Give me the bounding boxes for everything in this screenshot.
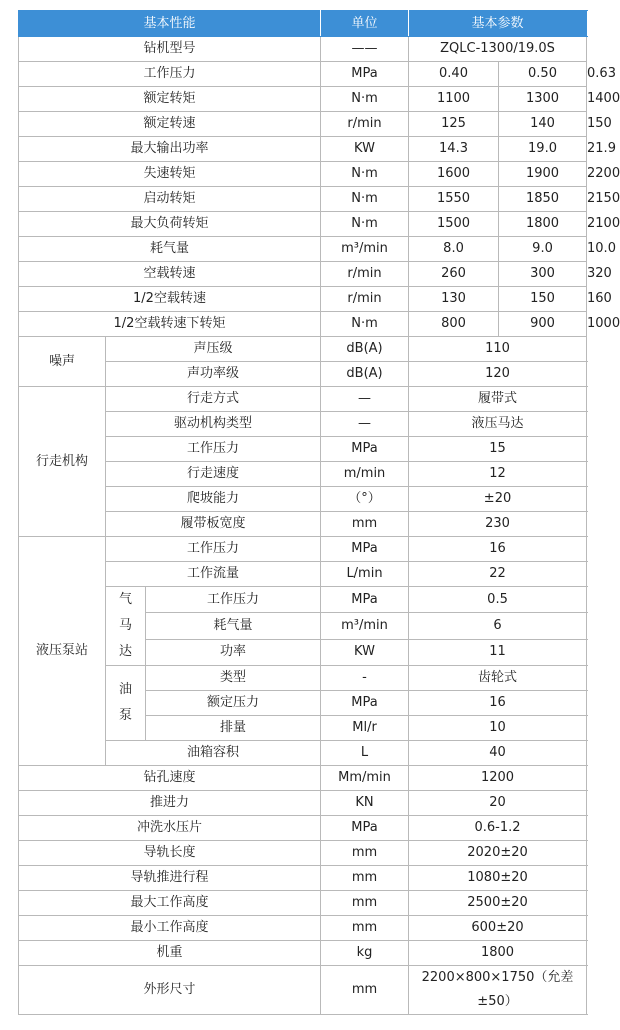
row-label: 爬坡能力: [106, 487, 321, 512]
row-unit: mm: [321, 866, 409, 891]
table-row: 启动转矩 N·m 1550 1850 2150: [19, 187, 587, 212]
row-unit: ——: [321, 37, 409, 62]
row-label: 最大工作高度: [19, 891, 321, 916]
row-unit: MPa: [321, 691, 409, 716]
row-label: 最小工作高度: [19, 916, 321, 941]
row-value: 液压马达: [409, 412, 587, 437]
row-label: 启动转矩: [19, 187, 321, 212]
row-label: 工作流量: [106, 562, 321, 587]
row-unit: Mm/min: [321, 766, 409, 791]
row-value: ZQLC-1300/19.0S: [409, 37, 587, 62]
row-unit: N·m: [321, 312, 409, 337]
row-label: 声压级: [106, 337, 321, 362]
row-value: 1080±20: [409, 866, 587, 891]
row-unit: mm: [321, 512, 409, 537]
row-label: 导轨推进行程: [19, 866, 321, 891]
row-label: 功率: [146, 639, 321, 665]
row-unit: L: [321, 741, 409, 766]
table-row: [19, 841, 587, 866]
row-value-1: 1550: [409, 187, 499, 212]
table-row: [19, 966, 587, 1015]
row-unit: mm: [321, 841, 409, 866]
table-row: [19, 916, 587, 941]
row-value: 1800: [409, 941, 587, 966]
row-label: 导轨长度: [19, 841, 321, 866]
row-value-2: 1800: [499, 212, 587, 237]
row-label: 推进力: [19, 791, 321, 816]
row-value: 2500±20: [409, 891, 587, 916]
table-row: 最大输出功率 KW 14.3 19.0 21.9: [19, 137, 587, 162]
row-unit: m³/min: [321, 613, 409, 639]
table-row: 1/2空载转速 r/min 130 150 160: [19, 287, 587, 312]
table-row: 额定转速 r/min 125 140 150: [19, 112, 587, 137]
row-value-2: 300: [499, 262, 587, 287]
row-unit: N·m: [321, 162, 409, 187]
group-label-travel: 行走机构: [19, 387, 106, 537]
row-unit: KW: [321, 137, 409, 162]
row-value-2: 140: [499, 112, 587, 137]
header-performance: 基本性能: [19, 11, 321, 37]
row-label: 最大输出功率: [19, 137, 321, 162]
row-value: 6: [409, 613, 587, 639]
row-label: 行走速度: [106, 462, 321, 487]
subgroup-label-air-motor: [106, 587, 146, 666]
row-value-2: 9.0: [499, 237, 587, 262]
row-unit: KN: [321, 791, 409, 816]
row-value: 12: [409, 462, 587, 487]
row-label: 工作压力: [19, 62, 321, 87]
row-unit: MPa: [321, 587, 409, 613]
row-value-1: 125: [409, 112, 499, 137]
row-unit: N·m: [321, 87, 409, 112]
subgroup-char: 油: [118, 682, 132, 697]
row-value-1: 130: [409, 287, 499, 312]
row-value: 600±20: [409, 916, 587, 941]
row-value: 11: [409, 639, 587, 665]
row-unit: MPa: [321, 816, 409, 841]
table-row: [19, 866, 587, 891]
row-unit: N·m: [321, 187, 409, 212]
row-unit: MPa: [321, 62, 409, 87]
row-value: 16: [409, 691, 587, 716]
row-unit: （°）: [321, 487, 409, 512]
row-value: 110: [409, 337, 587, 362]
row-unit: N·m: [321, 212, 409, 237]
row-value: 1200: [409, 766, 587, 791]
row-value-1: 260: [409, 262, 499, 287]
row-label: 1/2空载转速: [19, 287, 321, 312]
row-label: 声功率级: [106, 362, 321, 387]
table-row: 耗气量 m³/min 8.0 9.0 10.0: [19, 237, 587, 262]
row-label: 排量: [146, 716, 321, 741]
table-row: [19, 791, 587, 816]
row-value-2: 1850: [499, 187, 587, 212]
row-label: 1/2空载转速下转矩: [19, 312, 321, 337]
row-unit: -: [321, 666, 409, 691]
row-value-2: 1900: [499, 162, 587, 187]
row-value-1: 1500: [409, 212, 499, 237]
row-value: 20: [409, 791, 587, 816]
row-label: 驱动机构类型: [106, 412, 321, 437]
row-label: 钻机型号: [19, 37, 321, 62]
subgroup-char: 气: [118, 592, 132, 607]
row-value-2: 150: [499, 287, 587, 312]
table-row: 工作压力 MPa 0.40 0.50 0.63: [19, 62, 587, 87]
row-value: 2020±20: [409, 841, 587, 866]
row-unit: m/min: [321, 462, 409, 487]
row-label: 外形尺寸: [19, 966, 321, 1015]
table-row: [19, 337, 587, 362]
row-label: 额定压力: [146, 691, 321, 716]
row-label: 工作压力: [106, 537, 321, 562]
header-params: 基本参数: [409, 11, 587, 37]
table-row: [19, 891, 587, 916]
table-row: 额定转矩 N·m 1100 1300 1400: [19, 87, 587, 112]
row-unit: m³/min: [321, 237, 409, 262]
row-unit: MPa: [321, 537, 409, 562]
table-row: [19, 816, 587, 841]
row-value: 2200×800×1750（允差±50）: [409, 966, 587, 1015]
row-label: 空载转速: [19, 262, 321, 287]
row-value-2: 19.0: [499, 137, 587, 162]
row-label: 耗气量: [146, 613, 321, 639]
row-label: 行走方式: [106, 387, 321, 412]
table-row: [19, 537, 587, 562]
row-value: ±20: [409, 487, 587, 512]
row-label: 履带板宽度: [106, 512, 321, 537]
subgroup-label-oil-pump: [106, 666, 146, 741]
header-unit: 单位: [321, 11, 409, 37]
row-value: 0.6-1.2: [409, 816, 587, 841]
row-value: 120: [409, 362, 587, 387]
row-label: 额定转速: [19, 112, 321, 137]
row-value: 16: [409, 537, 587, 562]
row-value-2: 1300: [499, 87, 587, 112]
subgroup-char: 达: [118, 644, 132, 659]
table-row: [19, 387, 587, 412]
row-label: 油箱容积: [106, 741, 321, 766]
row-unit: KW: [321, 639, 409, 665]
row-unit: MPa: [321, 437, 409, 462]
row-label: 机重: [19, 941, 321, 966]
row-value-1: 1600: [409, 162, 499, 187]
row-unit: —: [321, 412, 409, 437]
row-label: 钻孔速度: [19, 766, 321, 791]
row-unit: L/min: [321, 562, 409, 587]
row-label: 冲洗水压片: [19, 816, 321, 841]
row-value-1: 8.0: [409, 237, 499, 262]
row-unit: mm: [321, 966, 409, 1015]
row-label: 工作压力: [146, 587, 321, 613]
row-value: 齿轮式: [409, 666, 587, 691]
group-label-pump: 液压泵站: [19, 537, 106, 766]
row-label: 额定转矩: [19, 87, 321, 112]
table-row: [19, 941, 587, 966]
table-row: 失速转矩 N·m 1600 1900 2200: [19, 162, 587, 187]
table-row: 最大负荷转矩 N·m 1500 1800 2100: [19, 212, 587, 237]
row-label: 耗气量: [19, 237, 321, 262]
row-label: 工作压力: [106, 437, 321, 462]
row-value: 履带式: [409, 387, 587, 412]
table-row: [19, 766, 587, 791]
row-unit: r/min: [321, 262, 409, 287]
row-unit: r/min: [321, 112, 409, 137]
row-unit: dB(A): [321, 337, 409, 362]
row-unit: r/min: [321, 287, 409, 312]
row-value: 22: [409, 562, 587, 587]
row-value: 40: [409, 741, 587, 766]
row-unit: Ml/r: [321, 716, 409, 741]
row-label: 失速转矩: [19, 162, 321, 187]
row-value-1: 0.40: [409, 62, 499, 87]
header-row: [19, 11, 587, 37]
row-value-1: 1100: [409, 87, 499, 112]
row-label: 类型: [146, 666, 321, 691]
row-unit: dB(A): [321, 362, 409, 387]
row-value: 230: [409, 512, 587, 537]
group-label-noise: 噪声: [19, 337, 106, 387]
row-unit: —: [321, 387, 409, 412]
spec-table-container: [18, 10, 620, 1015]
row-value-1: 800: [409, 312, 499, 337]
row-value-2: 900: [499, 312, 587, 337]
subgroup-char: 马: [118, 618, 132, 633]
table-row: 空载转速 r/min 260 300 320: [19, 262, 587, 287]
row-value: 0.5: [409, 587, 587, 613]
table-row: 1/2空载转速下转矩 N·m 800 900 1000: [19, 312, 587, 337]
row-value-2: 0.50: [499, 62, 587, 87]
table-row: [19, 37, 587, 62]
row-unit: mm: [321, 916, 409, 941]
row-value: 10: [409, 716, 587, 741]
row-value: 15: [409, 437, 587, 462]
row-label: 最大负荷转矩: [19, 212, 321, 237]
row-value-1: 14.3: [409, 137, 499, 162]
subgroup-char: 泵: [118, 708, 132, 723]
row-unit: kg: [321, 941, 409, 966]
row-unit: mm: [321, 891, 409, 916]
spec-table: [18, 10, 620, 1015]
